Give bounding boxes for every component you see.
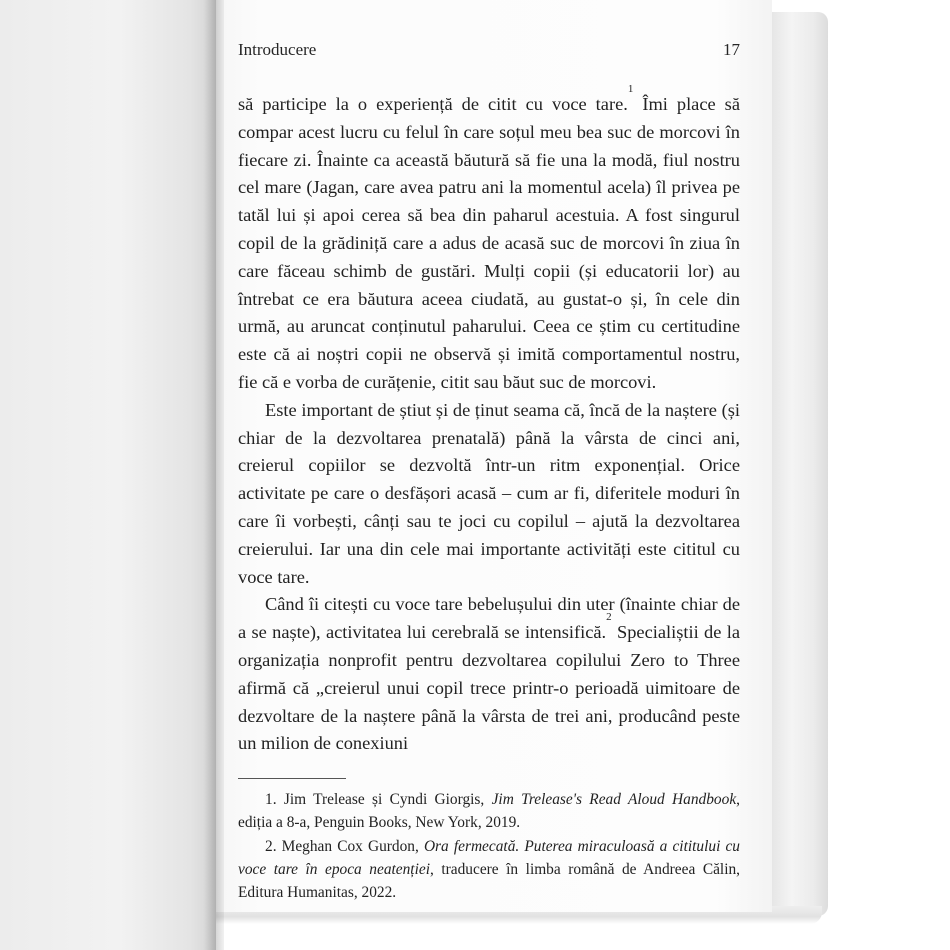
footnote-1-prefix: 1. Jim Trelease și Cyndi Giorgis, — [265, 791, 492, 808]
paragraph-1 — [238, 83, 740, 397]
footnote-1 — [238, 788, 740, 835]
page-stack-edge — [772, 12, 828, 916]
chapter-title: Introducere — [238, 40, 317, 59]
left-page — [0, 0, 216, 950]
footnote-rule — [238, 778, 346, 779]
footnote-ref-2: 2 — [606, 611, 612, 624]
body-text — [238, 83, 740, 758]
footnote-2 — [238, 835, 740, 905]
footnote-2-suffix: , traducere în limba română de Andreea Călin, Editura Humanitas, 2022. — [238, 860, 741, 902]
footnote-ref-1: 1 — [627, 83, 634, 95]
paragraph-3-part-1: Când îi citești cu voce tare bebelușului din uter (înainte chiar de a se naște), activitatea lui cerebrală se intensifică. — [238, 594, 740, 643]
paragraph-2: Este important de știut și de ținut seama că, încă de la naștere (și chiar de la dezvoltarea prenatală) până la vârsta de cinci ani, creierul copiilor se dezvoltă într-un ritm exponențial. Orice activitate pe care o desfășori acasă – cum ar fi, diferitele moduri în care îi vorbești, cânți sau te joci cu copilul – ajută la dezvoltarea creierului. Iar una din cele mai importante activități este cititul cu voce tare. — [238, 399, 740, 587]
paragraph-1-part-2: Îmi place să compar acest lucru cu felul în care soțul meu bea suc de morcovi în fiecare zi. Înainte ca această băutură să fie una la modă, fiul nostru cel mare (Jagan, care avea patru ani la momentul acela) îl privea pe tatăl lui și apoi cerea să bea din paharul acestuia. A fost singurul copil de la grădiniță care a adus de acasă suc de morcovi în ziua în care făceau schimb de gustări. Mulți copii (și educatorii lor) au întrebat ce era băutura aceea ciudată, au gustat-o și, în cele din urmă, au aruncat conținutul paharului. Ceea ce știm cu certitudine este că ai noștri copii ne observă și imită comportamentul nostru, fie că e vorba de curățenie, citit sau băut suc de morcovi. — [238, 94, 740, 392]
running-header — [238, 40, 740, 64]
footnote-2-prefix: 2. Meghan Cox Gurdon, — [265, 837, 424, 855]
footnotes — [238, 788, 740, 904]
paragraph-1-part-1: să participe la o experiență de citit cu voce tare. — [238, 94, 628, 114]
paragraph-3-part-2: Specialiștii de la organizația nonprofit pentru dezvoltarea copilului Zero to Three afirmă că „creierul unui copil trece printr-o perioadă uimitoare de dezvoltare de la naștere până la vârsta de trei ani, producând peste un milion de conexiuni — [238, 622, 740, 754]
footnote-2-title: Ora fermecată. Puterea miraculoasă a cititului cu voce tare în epoca neatenției — [238, 837, 740, 878]
book-gutter — [204, 0, 224, 950]
footnote-1-title: Jim Trelease's Read Aloud Handbook — [491, 791, 737, 808]
paragraph-3 — [238, 591, 740, 758]
footnote-1-suffix: , ediția a 8-a, Penguin Books, New York, 2019. — [238, 791, 741, 832]
page-number: 17 — [723, 40, 740, 59]
